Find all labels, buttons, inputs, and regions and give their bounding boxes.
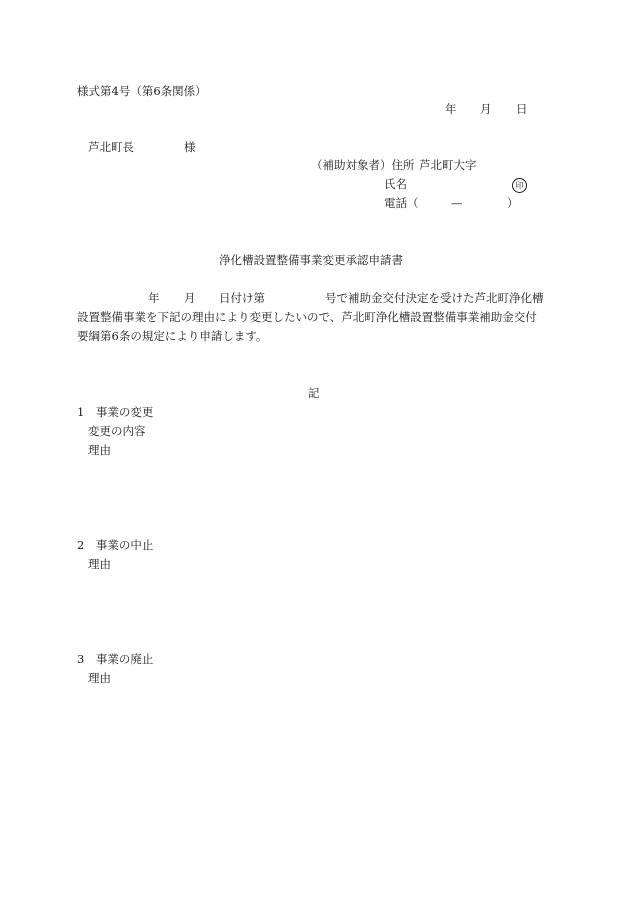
applicant-phone-close: ）: [507, 196, 519, 210]
body-line1-month: 月: [184, 291, 196, 305]
ki-heading: 記: [308, 386, 320, 400]
body-line1-rest: 号で補助金交付決定を受けた芦北町浄化槽: [325, 291, 544, 305]
applicant-phone-label: 電話（: [384, 196, 419, 210]
seal-icon: 印: [512, 178, 527, 193]
addressee-honorific: 様: [184, 140, 196, 154]
section1-reason: 理由: [88, 443, 111, 457]
body-line2: 設置整備事業を下記の理由により変更したいので、芦北町浄化槽設置整備事業補助金交付: [77, 310, 537, 324]
section1-change-content: 変更の内容: [88, 424, 146, 438]
applicant-address-value: 芦北町大字: [419, 158, 477, 172]
section3-heading: 3 事業の廃止: [77, 652, 154, 666]
date-year-label: 年: [445, 102, 457, 116]
applicant-phone-dash: —: [451, 196, 463, 210]
addressee-name: 芦北町長: [88, 140, 134, 154]
seal-mark: [512, 178, 527, 193]
form-number: 様式第4号（第6条関係）: [77, 84, 207, 98]
date-month-label: 月: [480, 102, 492, 116]
section1-heading: 1 事業の変更: [77, 405, 154, 419]
section3-reason: 理由: [88, 671, 111, 685]
date-day-label: 日: [516, 102, 528, 116]
document-title: 浄化槽設置整備事業変更承認申請書: [219, 253, 403, 267]
body-line3: 要綱第6条の規定により申請します。: [77, 329, 268, 343]
body-line1-year: 年: [148, 291, 160, 305]
section2-heading: 2 事業の中止: [77, 538, 154, 552]
applicant-name-label: 氏名: [384, 177, 407, 191]
body-line1-day-no: 日付け第: [219, 291, 265, 305]
applicant-address-label: （補助対象者）住所: [311, 158, 415, 172]
section2-reason: 理由: [88, 557, 111, 571]
